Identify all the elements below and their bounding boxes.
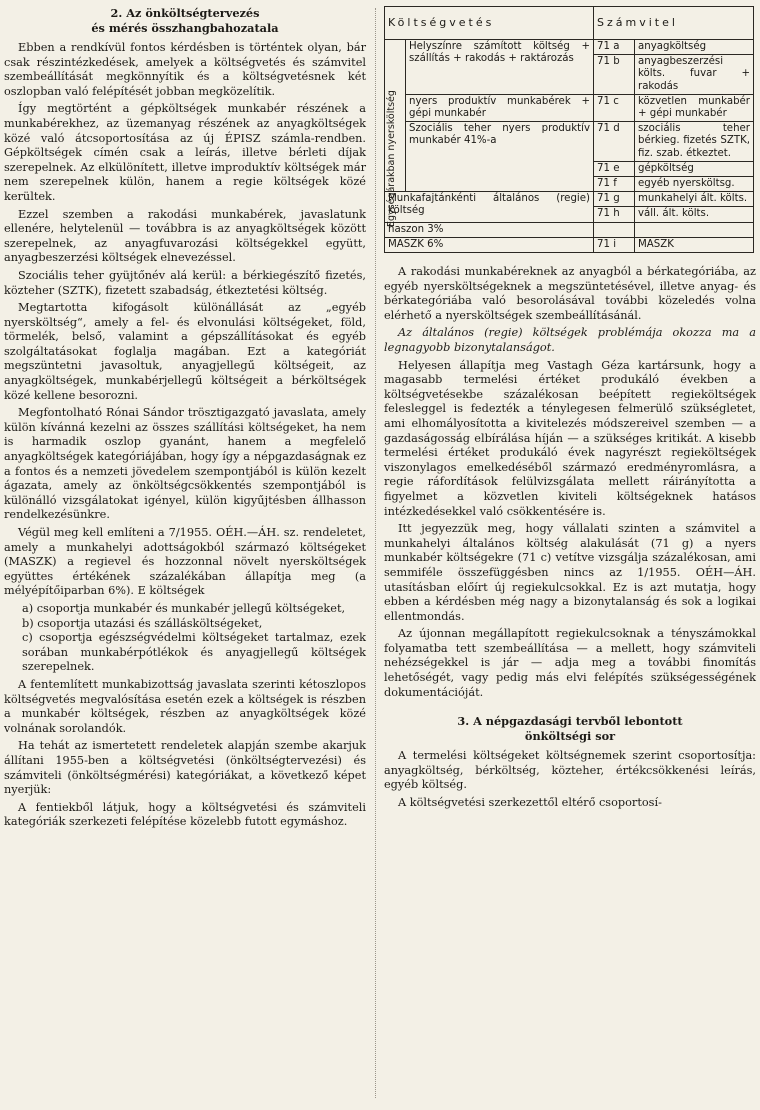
code-cell	[594, 222, 635, 237]
paragraph: A fentemlített munkabizottság javaslata szerinti kétoszlopos költségvetés megvalósítása esetén ezek a költségek is részben a munkabér költségek, részben az anyagköltségek közé volnának sorolandók.	[4, 677, 366, 735]
sv-cell: váll. ált. költs.	[635, 207, 754, 222]
paragraph: Helyesen állapítja meg Vastagh Géza kartársunk, hogy a magasabb termelési értéket produkáló években a költségvetésekbe százalékosan beépített regieköltségek felesleggel is fedezték a ténylegesen felmerülő szükségletet, ami elhomályosította a kivitelezés módszereivel szemben — a gazdaságosság elbírálása híján — a szükséges kritikát. A kisebb termelési értéket produkáló évek nagyrészt regieköltségek viszonylagos emelkedéséből származó eredményromlásra, a regie ráfordítások felülvizsgálata mellett ráirányította a figyelmet a közvetlen kiviteli költségeknek hatásos intézkedésekkel való csökkentésére is.	[384, 358, 756, 518]
paragraph: A termelési költségeket költségnemek szerint csoportosítja: anyagköltség, bérköltség, közteher, értékcsökkenési leírás, egyéb költség.	[384, 749, 756, 792]
paragraph: Végül meg kell említeni a 7/1955. OÉH.—ÁH. sz. rendeletet, amely a munkahelyi adottságokból származó költségeket (MASZK) a regievel és hozzonnal növelt nyersköltségek együttes értékének százalékában állapítja meg (a mélyépítőiparban 6%). E költségek	[4, 526, 366, 598]
paragraph: A költségvetési szerkezettől eltérő csoportosí-	[398, 796, 662, 810]
paragraph: Ebben a rendkívül fontos kérdésben is történtek olyan, bár csak részintézkedések, amelyek a költségvetés és számvitel szembeállítását megkönnyítik és a költségvetésnek két oszlopban való felépítését jobban megközelítik.	[4, 41, 366, 98]
side-label-cell	[385, 40, 406, 228]
paragraph: Szociális teher gyüjtőnév alá kerül: a bérkiegészítő fizetés, közteher (SZTK), fizetett szabadság, étkeztetési költség.	[4, 268, 366, 297]
paragraph: A rakodási munkabéreknek az anyagból a bérkategóriába, az egyéb nyersköltségeknek a megszüntetésével, illetve anyag- és bérkategóriába való besorolásával további közeledés volna elérhető a nyersköltségek szembeállításánál.	[384, 265, 756, 322]
list-item: a) csoportja munkabér és munkabér jellegű költségeket,	[22, 601, 346, 615]
side-label: Egységárakban nyersköltség	[385, 90, 397, 228]
list-item: c) csoportja egészségvédelmi költségeket tartalmaz, ezek sorában munkabérpótlékok és anyagjellegű költségek szerepelnek.	[22, 631, 366, 674]
sv-cell: egyéb nyersköltsg.	[635, 177, 754, 192]
code-cell: 71 e	[594, 161, 635, 176]
paragraph: Ezzel szemben a rakodási munkabérek, javaslatunk ellenére, helytelenül — továbbra is az anyagköltségek között szerepelnek, az anyagfuvarozási költségekkel együtt, anyagbeszerzési költségek elnevezéssel.	[4, 207, 366, 265]
code-cell: 71 h	[594, 207, 635, 222]
heading-line-2: önköltségi sor	[524, 728, 616, 743]
code-cell: 71 c	[594, 94, 635, 121]
table-row	[385, 122, 754, 162]
heading-line-2: és mérés összhangbahozatala	[91, 20, 279, 35]
code-cell: 71 b	[594, 55, 635, 95]
table-row	[385, 192, 754, 207]
section-3-heading	[384, 714, 756, 743]
sv-cell: anyagbeszerzési költs. fuvar + rakodás	[635, 55, 754, 95]
sv-cell: szociális teher bérkieg. fizetés SZTK, fiz. szab. étkeztet.	[635, 122, 754, 162]
sv-cell: anyagköltség	[635, 40, 754, 55]
kv-cell: Munkafajtánkénti általános (regie) költség	[385, 192, 594, 222]
paragraph: Így megtörtént a gépköltségek munkabér részének a munkabérekhez, az üzemanyag részének az anyagköltségek közé való átcsoportosítása az új ÉPISZ számla-rendben. Gépköltségek címén csak a leírás, illetve bérleti díjak szerepelnek. Az elkülönített, illetve improduktív költségek már nem szerepelnek külön, hanem a regie költségek közé kerültek.	[4, 102, 366, 203]
section-2-heading	[4, 6, 366, 35]
heading-line-1: 3. A népgazdasági tervből lebontott	[457, 714, 683, 729]
cost-comparison-table	[384, 6, 754, 253]
table-row	[385, 94, 754, 121]
kv-cell: nyers produktív munkabérek + gépi munkabér	[406, 94, 594, 121]
header-szamvitel: Számvitel	[594, 7, 754, 40]
sv-cell: gépköltség	[635, 161, 754, 176]
code-cell: 71 i	[594, 237, 635, 252]
sv-cell: MASZK	[635, 237, 754, 252]
paragraph: Az általános (regie) költségek problémája okozza ma a legnagyobb bizonytalanságot.	[384, 326, 756, 355]
column-separator	[375, 8, 377, 1098]
sv-cell: közvetlen munkabér + gépi munkabér	[635, 94, 754, 121]
heading-line-1: 2. Az önköltségtervezés	[110, 6, 260, 20]
paragraph: Ha tehát az ismertetett rendeletek alapján szembe akarjuk állítani 1955-ben a költségvetési (önköltségtervezési) és számviteli (önköltségmérési) kategóriákat, a következő képet nyerjük:	[4, 739, 366, 797]
paragraph: Megtartotta kifogásolt különállását az „egyéb nyersköltség“, amely a fel- és elvonulási költségeket, föld, törmelék, belső, valamint a gépszállításokat és egyéb szolgáltatásokat foglalja magában. Ezt a kategóriát megszüntetni javasoltuk, anyagjellegű költségeit, az anyagköltségek, munkabérjellegű költségeit a bérköltségek közé kellene besorozni.	[4, 301, 366, 402]
table-row	[385, 40, 754, 55]
sv-cell	[635, 222, 754, 237]
code-cell: 71 a	[594, 40, 635, 55]
table-header-row	[385, 7, 754, 40]
code-cell: 71 f	[594, 177, 635, 192]
paragraph: Itt jegyezzük meg, hogy vállalati szinten a számvitel a munkahelyi általános költség alakulását (71 g) a nyers munkabér költségekre (71 c) vetítve vizsgálja százalékosan, ami semmiféle összefüggésben nincs az 1/1955. OÉH—ÁH. utasításban előírt új regiekulcsokkal. Ez is azt mutatja, hogy ebben a kérdésben még nagy a bizonytalanság és sok a logikai ellentmondás.	[384, 522, 756, 623]
code-cell: 71 d	[594, 122, 635, 162]
kv-cell: Szociális teher nyers produktív munkabér 41%-a	[406, 122, 594, 192]
right-column	[384, 6, 756, 814]
table-row	[385, 222, 754, 237]
header-koltsegvetes: Költségvetés	[385, 7, 594, 40]
code-cell: 71 g	[594, 192, 635, 207]
paragraph: Megfontolható Rónai Sándor trösztigazgató javaslata, amely külön kívánná kezelni az összes szállítási költségeket, ha nem is harmadik oszlop gyanánt, hanem a megfelelő anyagköltségek kategóriájában, hogy így a népgazdaságnak ez a fontos és a nemzeti jövedelem szempontjából is külön kezelt ágazata, amely az önköltségcsökkentés szempontjából is különálló vizsgálatokat igényel, külön kigyűjtésben állhasson rendelkezésünkre.	[4, 406, 366, 522]
left-column	[4, 6, 366, 833]
table-row	[385, 237, 754, 252]
kv-cell: Helyszínre számított költség + szállítás + rakodás + raktározás	[406, 40, 594, 95]
list-item: b) csoportja utazási és szállásköltségeket,	[22, 616, 263, 630]
paragraph: Az újonnan megállapított regiekulcsoknak a tényszámokkal folyamatba tett szembeállítása — a mellett, hogy számviteli nehézségekkel is jár — adja meg a további finomítás lehetőségét, vagy pedig más elvi felépítés szükségességének dokumentációját.	[384, 627, 756, 699]
sv-cell: munkahelyi ált. költs.	[635, 192, 754, 207]
kv-cell: haszon 3%	[385, 222, 594, 237]
kv-cell: MASZK 6%	[385, 237, 594, 252]
paragraph: A fentiekből látjuk, hogy a költségvetési és számviteli kategóriák szerkezeti felépítése közelebb futott egymáshoz.	[4, 800, 366, 829]
